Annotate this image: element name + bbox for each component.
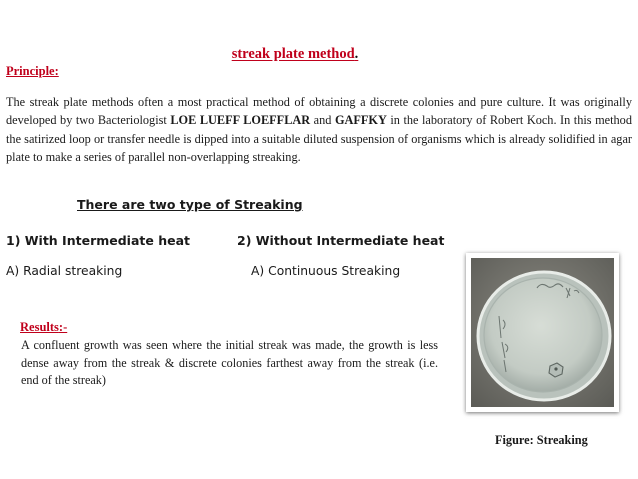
bacteriologist-name-1: LOE LUEFF LOEFFLAR	[170, 113, 311, 128]
streaking-types-heading: There are two type of Streaking	[77, 197, 303, 212]
results-heading	[20, 318, 438, 337]
figure-caption: Figure: Streaking	[495, 433, 588, 447]
type-1-item: A) Radial streaking	[6, 264, 123, 278]
results-label: Results	[20, 320, 59, 334]
petri-dish-illustration	[471, 258, 614, 407]
principle-text-part3: in the laboratory of Robert Koch. In this method the satirized loop or transfer needle is dipped into a suitable diluted suspension of organisms which is already solidified in agar plate to make a series of parallel non-overlapping streaking.	[6, 113, 632, 165]
results-suffix: :-	[58, 320, 68, 334]
type-2-heading: 2) Without Intermediate heat	[237, 233, 445, 248]
principle-paragraph	[6, 93, 632, 167]
title-text: streak plate method	[231, 46, 355, 62]
results-section	[20, 318, 438, 390]
type-1-heading: 1) With Intermediate heat	[6, 233, 190, 248]
principle-text-part1: The streak plate methods often a most practical method of obtaining a discrete colonies and pure culture. It was originally developed by two Bacteriologist	[6, 95, 632, 128]
principle-label: Principle:	[6, 64, 59, 78]
streak-plate-photo	[466, 253, 619, 412]
type-2-item: A) Continuous Streaking	[251, 264, 401, 278]
bacteriologist-name-2: GAFFKY	[334, 113, 387, 128]
page-title	[0, 46, 590, 63]
title-period: .	[354, 46, 359, 62]
colony-dot	[554, 367, 557, 370]
principle-text-part2: and	[310, 113, 335, 128]
results-text: A confluent growth was seen where the initial streak was made, the growth is less dense away from the streak & discrete colonies farthest away from the streak (i.e. end of the streak)	[21, 338, 438, 387]
